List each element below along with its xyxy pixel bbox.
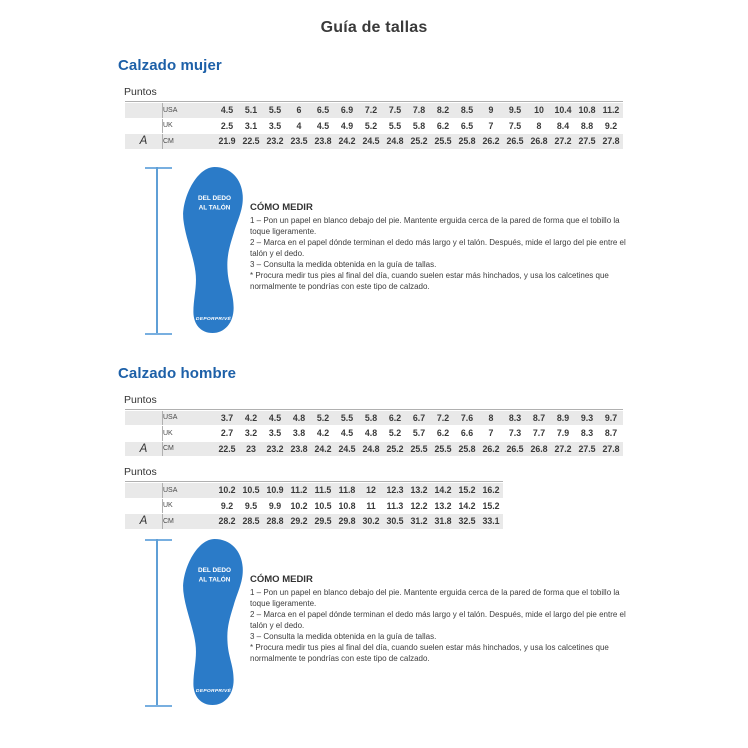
size-value: 24.2 [311,442,335,457]
size-value: 11.2 [287,483,311,498]
size-value: 7.9 [556,428,570,439]
ruler-cap-top [145,167,172,169]
unit-label: USA [163,483,215,498]
size-value: 6.9 [335,103,359,118]
size-value: 24.2 [335,134,359,149]
size-value: 2.5 [220,120,234,131]
size-value: 29.2 [287,514,311,529]
size-value: 8.7 [527,411,551,426]
men-size-table-2-host [125,481,748,530]
size-table [125,409,623,458]
size-value: 26.5 [503,134,527,149]
size-value: 8.3 [503,411,527,426]
size-value: 5.5 [388,120,402,131]
size-table [125,101,623,150]
size-value: 4.5 [263,411,287,426]
size-value: 11.5 [311,483,335,498]
size-value: 6.6 [460,428,474,439]
size-value: 4.2 [316,428,330,439]
unit-label: UK [163,429,173,437]
size-value: 3.5 [268,120,282,131]
size-row-usa [125,103,623,118]
table-caption-puntos: Puntos [124,393,157,406]
size-value: 9.3 [575,411,599,426]
corner-label-a: A [125,514,163,529]
section-heading-hombre: Calzado hombre [118,364,237,382]
size-value: 10 [527,103,551,118]
size-row-cm [125,442,623,457]
size-value: 11.8 [335,483,359,498]
size-value: 12 [359,483,383,498]
men-size-table-1-host [125,409,748,458]
size-value: 4.2 [239,411,263,426]
corner-cell [125,426,163,441]
size-value: 16.2 [479,483,503,498]
size-value: 25.5 [407,442,431,457]
size-value: 7 [488,120,494,131]
size-value: 10.8 [338,500,356,511]
size-value: 24.5 [335,442,359,457]
section-heading-mujer: Calzado mujer [118,57,222,74]
size-value: 10.9 [263,483,287,498]
size-value: 4.8 [287,411,311,426]
how-to-measure-step: 2 – Marca en el papel dónde terminan el dedo más largo y el talón. Después, mide el largo del pie entre el talón y el dedo. [250,237,626,258]
size-value: 25.2 [407,134,431,149]
size-value: 12.2 [410,500,428,511]
unit-label: CM [163,514,215,529]
size-value: 23.8 [311,134,335,149]
how-to-measure-step: 3 – Consulta la medida obtenida en la guía de tallas. [250,259,437,269]
size-value: 10.5 [239,483,263,498]
size-value: 7.3 [508,428,522,439]
size-row-usa [125,483,503,498]
size-value: 27.5 [575,134,599,149]
size-value: 27.2 [551,134,575,149]
size-row-uk [125,119,623,134]
size-value: 26.8 [527,134,551,149]
size-value: 7.7 [532,428,546,439]
measure-diagram-women [145,166,748,338]
size-value: 11.2 [599,103,623,118]
size-value: 25.2 [383,442,407,457]
size-value: 31.8 [431,514,455,529]
footprint-illustration [176,539,247,706]
how-to-measure-step: 1 – Pon un papel en blanco debajo del pie. Mantente erguida cerca de la pared de forma que el tobillo la toque ligeramente. [250,215,620,236]
size-value: 15.2 [482,500,500,511]
corner-label-a: A [125,134,163,149]
size-value: 5.8 [412,120,426,131]
measure-ruler [145,167,172,335]
how-to-measure-steps [250,215,632,292]
corner-cell [125,499,163,514]
size-row-uk [125,499,503,514]
size-value: 7.5 [508,120,522,131]
size-value: 10.4 [551,103,575,118]
size-value: 30.5 [383,514,407,529]
size-value: 4.8 [364,428,378,439]
size-value: 26.2 [479,134,503,149]
size-value: 11.3 [386,500,404,511]
footprint-label-line1: DEL DEDO [197,194,232,202]
size-value: 10.8 [575,103,599,118]
table-caption-puntos: Puntos [124,466,157,478]
size-value: 23.5 [287,134,311,149]
measure-diagram-men [145,538,748,710]
unit-label: USA [163,103,215,118]
how-to-measure-step: 2 – Marca en el papel dónde terminan el dedo más largo y el talón. Después, mide el largo del pie entre el talón y el dedo. [250,609,626,630]
size-value: 31.2 [407,514,431,529]
size-value: 8.4 [556,120,570,131]
size-value: 23.8 [287,442,311,457]
size-value: 14.2 [431,483,455,498]
size-value: 9.5 [503,103,527,118]
size-value: 5.5 [335,411,359,426]
size-value: 5.2 [311,411,335,426]
size-value: 13.2 [434,500,452,511]
size-value: 23.2 [263,134,287,149]
size-value: 7.2 [359,103,383,118]
size-value: 27.8 [599,442,623,457]
size-value: 5.7 [412,428,426,439]
size-value: 5.8 [359,411,383,426]
unit-label: UK [163,502,173,510]
corner-label-a: A [125,442,163,457]
size-value: 4.9 [340,120,354,131]
corner-cell [125,103,163,118]
size-value: 6 [287,103,311,118]
size-value: 24.8 [383,134,407,149]
size-value: 5.1 [239,103,263,118]
size-value: 28.2 [215,514,239,529]
size-value: 5.2 [364,120,378,131]
size-value: 9.2 [604,120,618,131]
size-value: 10.2 [290,500,308,511]
size-value: 25.5 [431,442,455,457]
size-value: 9 [479,103,503,118]
how-to-measure [250,166,632,292]
size-value: 10.2 [215,483,239,498]
size-value: 5.2 [388,428,402,439]
how-to-measure-steps [250,587,632,664]
size-value: 11 [366,500,376,511]
size-value: 3.7 [215,411,239,426]
size-value: 6.7 [407,411,431,426]
size-value: 6.5 [311,103,335,118]
size-value: 6.2 [383,411,407,426]
footprint-label-line2: AL TALÓN [198,575,231,583]
size-value: 22.5 [239,134,263,149]
size-value: 28.8 [263,514,287,529]
size-value: 24.8 [359,442,383,457]
size-value: 4 [296,120,302,131]
size-value: 28.5 [239,514,263,529]
unit-label: USA [163,411,215,426]
size-value: 7 [488,428,494,439]
size-value: 8.7 [604,428,618,439]
size-value: 8 [536,120,542,131]
unit-label: CM [163,442,215,457]
size-value: 33.1 [479,514,503,529]
how-to-measure-title: CÓMO MEDIR [250,201,313,213]
measure-ruler [145,539,172,707]
footprint-brand-logo: DEPORPRIVÉ [195,688,232,694]
table-caption-puntos: Puntos [124,86,157,98]
size-value: 12.3 [383,483,407,498]
ruler-cap-bottom [145,705,172,707]
footprint-brand-logo: DEPORPRIVÉ [195,316,232,322]
page-title: Guía de tallas [320,19,428,36]
size-value: 25.8 [455,442,479,457]
size-value: 9.5 [244,500,258,511]
size-value: 24.5 [359,134,383,149]
size-value: 8.9 [551,411,575,426]
size-row-uk [125,426,623,441]
size-value: 26.5 [503,442,527,457]
size-value: 26.2 [479,442,503,457]
size-value: 7.5 [383,103,407,118]
size-value: 13.2 [407,483,431,498]
size-value: 27.5 [575,442,599,457]
footprint-sole-shape [183,539,243,705]
how-to-measure-step: * Procura medir tus pies al final del día, cuando suelen estar más hinchados, y usa los calcetines que normalmente te pondrías con este tipo de calzado. [250,642,609,663]
size-value: 29.5 [311,514,335,529]
size-value: 9.7 [599,411,623,426]
size-value: 26.8 [527,442,551,457]
corner-cell [125,119,163,134]
footprint-sole-shape [183,167,243,333]
size-value: 32.5 [455,514,479,529]
size-value: 23 [239,442,263,457]
ruler-line [156,539,158,707]
size-value: 8.8 [580,120,594,131]
footprint-label-line2: AL TALÓN [198,203,231,211]
size-value: 30.2 [359,514,383,529]
size-row-usa [125,411,623,426]
size-value: 7.2 [431,411,455,426]
size-table [125,481,503,530]
how-to-measure-step: 1 – Pon un papel en blanco debajo del pie. Mantente erguida cerca de la pared de forma que el tobillo la toque ligeramente. [250,587,620,608]
size-value: 9.2 [220,500,234,511]
size-value: 3.5 [268,428,282,439]
size-value: 15.2 [455,483,479,498]
size-value: 4.5 [340,428,354,439]
size-value: 3.8 [292,428,306,439]
size-value: 29.8 [335,514,359,529]
corner-cell [125,483,163,498]
size-value: 6.2 [436,120,450,131]
ruler-cap-bottom [145,333,172,335]
size-row-cm [125,514,503,529]
how-to-measure-step: 3 – Consulta la medida obtenida en la guía de tallas. [250,631,437,641]
unit-label: UK [163,122,173,130]
size-value: 7.6 [455,411,479,426]
size-value: 10.5 [314,500,332,511]
footprint-label-line1: DEL DEDO [197,566,232,574]
size-value: 8 [479,411,503,426]
how-to-measure-step: * Procura medir tus pies al final del día, cuando suelen estar más hinchados, y usa los calcetines que normalmente te pondrías con este tipo de calzado. [250,270,609,291]
size-value: 3.1 [244,120,258,131]
size-value: 6.5 [460,120,474,131]
size-value: 2.7 [220,428,234,439]
how-to-measure-title: CÓMO MEDIR [250,573,313,585]
unit-label: CM [163,134,215,149]
ruler-cap-top [145,539,172,541]
how-to-measure [250,538,632,664]
ruler-line [156,167,158,335]
corner-cell [125,411,163,426]
size-value: 8.5 [455,103,479,118]
size-value: 25.8 [455,134,479,149]
size-value: 7.8 [407,103,431,118]
footprint-illustration [176,167,247,334]
size-value: 5.5 [263,103,287,118]
size-value: 14.2 [458,500,476,511]
size-value: 9.9 [268,500,282,511]
size-value: 4.5 [215,103,239,118]
women-size-table-host [125,101,748,150]
size-value: 8.2 [431,103,455,118]
size-value: 23.2 [263,442,287,457]
size-value: 27.2 [551,442,575,457]
size-value: 4.5 [316,120,330,131]
size-value: 21.9 [215,134,239,149]
size-value: 8.3 [580,428,594,439]
size-row-cm [125,134,623,149]
size-value: 6.2 [436,428,450,439]
size-value: 27.8 [599,134,623,149]
size-value: 3.2 [244,428,258,439]
size-value: 22.5 [215,442,239,457]
size-value: 25.5 [431,134,455,149]
